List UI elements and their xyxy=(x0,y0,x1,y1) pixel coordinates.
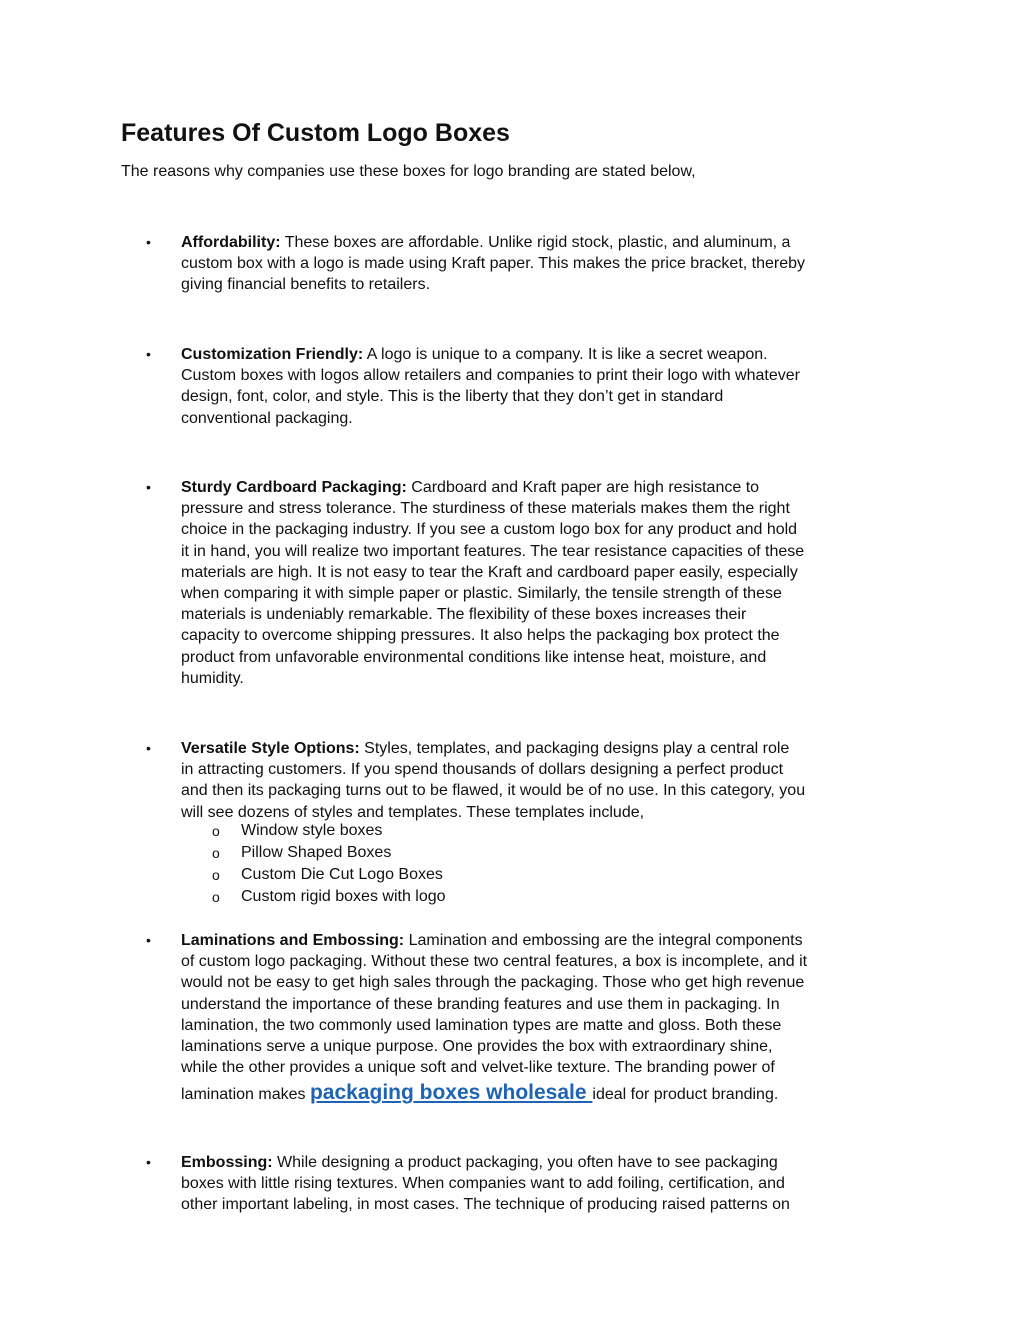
sub-list-item xyxy=(0,820,1024,842)
sub-list-item xyxy=(0,842,1024,864)
list-item-term: Customization Friendly: xyxy=(181,346,364,363)
sub-list-item xyxy=(0,886,1024,908)
list-item-line xyxy=(181,344,911,365)
sub-bullet-marker: o xyxy=(212,845,220,861)
packaging-boxes-wholesale-link[interactable]: packaging boxes wholesale xyxy=(309,1081,593,1105)
list-item-term: Embossing: xyxy=(181,1154,273,1171)
list-item-line: design, font, color, and style. This is the liberty that they don’t get in standard xyxy=(181,388,724,406)
list-item-text: Styles, templates, and packaging designs play a central role xyxy=(359,740,790,757)
list-item-line: custom box with a logo is made using Kraft paper. This makes the price bracket, thereby xyxy=(181,255,806,273)
list-item-line xyxy=(181,738,911,759)
list-item-line: pressure and stress tolerance. The sturdiness of these materials makes them the right xyxy=(181,500,790,518)
list-item-embossing xyxy=(181,1152,911,1216)
sub-bullet-marker: o xyxy=(212,823,220,839)
list-item-line: in attracting customers. If you spend thousands of dollars designing a perfect product xyxy=(181,761,784,779)
list-item-text: Cardboard and Kraft paper are high resistance to xyxy=(406,479,760,496)
list-item-line: choice in the packaging industry. If you see a custom logo box for any product and hold xyxy=(181,521,798,539)
sub-bullet-marker: o xyxy=(212,867,220,883)
sub-list-item-text: Custom Die Cut Logo Boxes xyxy=(241,866,443,883)
list-item-line: product from unfavorable environmental conditions like intense heat, moisture, and xyxy=(181,648,767,666)
list-item-line: while the other provides a unique soft and velvet-like texture. The branding power of xyxy=(181,1059,775,1077)
list-item-text: lamination makes xyxy=(181,1086,310,1104)
list-item-customization-friendly xyxy=(181,344,911,429)
bullet-marker: • xyxy=(146,479,151,495)
list-item-line: and then its packaging turns out to be flawed, it would be of no use. In this category, you xyxy=(181,782,806,800)
list-item-line: boxes with little rising textures. When companies want to add foiling, certification, and xyxy=(181,1175,785,1193)
list-item-text: A logo is unique to a company. It is like a secret weapon. xyxy=(363,346,768,363)
list-item-line: understand the importance of these branding features and use them in packaging. In xyxy=(181,995,780,1013)
list-item-line xyxy=(181,1080,911,1108)
list-item-line: capacity to overcome shipping pressures. It also helps the packaging box protect the xyxy=(181,627,780,645)
sub-list-item-text: Pillow Shaped Boxes xyxy=(241,844,392,861)
list-item-line: Custom boxes with logos allow retailers and companies to print their logo with whatever xyxy=(181,367,800,385)
sub-list-item-text: Window style boxes xyxy=(241,822,383,839)
list-item-line xyxy=(181,1152,911,1173)
list-item-line: laminations serve a unique purpose. One provides the box with extraordinary shine, xyxy=(181,1038,773,1056)
list-item-term: Versatile Style Options: xyxy=(181,740,360,757)
bullet-marker: • xyxy=(146,740,151,756)
list-item-text: While designing a product packaging, you often have to see packaging xyxy=(272,1154,778,1171)
list-item-line: humidity. xyxy=(181,669,244,687)
page-title: Features Of Custom Logo Boxes xyxy=(121,119,510,147)
intro-paragraph: The reasons why companies use these boxes for logo branding are stated below, xyxy=(121,163,696,180)
list-item-line xyxy=(181,232,911,253)
sub-bullet-marker: o xyxy=(212,889,220,905)
list-item-line xyxy=(181,477,911,498)
list-item-line: it in hand, you will realize two important features. The tear resistance capacities of these xyxy=(181,542,805,560)
list-item-term: Sturdy Cardboard Packaging: xyxy=(181,479,407,496)
list-item-line: materials is undeniably remarkable. The flexibility of these boxes increases their xyxy=(181,606,747,624)
list-item-line: when comparing it with simple paper or plastic. Similarly, the tensile strength of these xyxy=(181,585,782,603)
list-item-line: other important labeling, in most cases. The technique of producing raised patterns on xyxy=(181,1196,790,1214)
list-item-versatile-style xyxy=(181,738,911,823)
bullet-marker: • xyxy=(146,346,151,362)
list-item-line: will see dozens of styles and templates. These templates include, xyxy=(181,803,645,821)
list-item-text: These boxes are affordable. Unlike rigid stock, plastic, and aluminum, a xyxy=(280,234,791,251)
list-item-line: materials are high. It is not easy to tear the Kraft and cardboard paper easily, especially xyxy=(181,563,798,581)
list-item-term: Affordability: xyxy=(181,234,281,251)
list-item-line: lamination, the two commonly used lamination types are matte and gloss. Both these xyxy=(181,1016,782,1034)
list-item-line: conventional packaging. xyxy=(181,409,353,427)
list-item-laminations-embossing xyxy=(181,930,911,1108)
bullet-marker: • xyxy=(146,932,151,948)
list-item-sturdy-cardboard xyxy=(181,477,911,689)
list-item-text: ideal for product branding. xyxy=(592,1086,779,1104)
list-item-line: giving financial benefits to retailers. xyxy=(181,276,431,294)
list-item-term: Laminations and Embossing: xyxy=(181,932,405,949)
list-item-text: Lamination and embossing are the integral components xyxy=(404,932,803,949)
sub-list-item xyxy=(0,864,1024,886)
sub-list-item-text: Custom rigid boxes with logo xyxy=(241,888,446,905)
bullet-marker: • xyxy=(146,234,151,250)
list-item-line: would not be easy to get high sales through the packaging. Those who get high revenue xyxy=(181,974,805,992)
list-item-affordability xyxy=(181,232,911,296)
list-item-line xyxy=(181,930,911,951)
list-item-line: of custom logo packaging. Without these two central features, a box is incomplete, and it xyxy=(181,953,808,971)
bullet-marker: • xyxy=(146,1154,151,1170)
